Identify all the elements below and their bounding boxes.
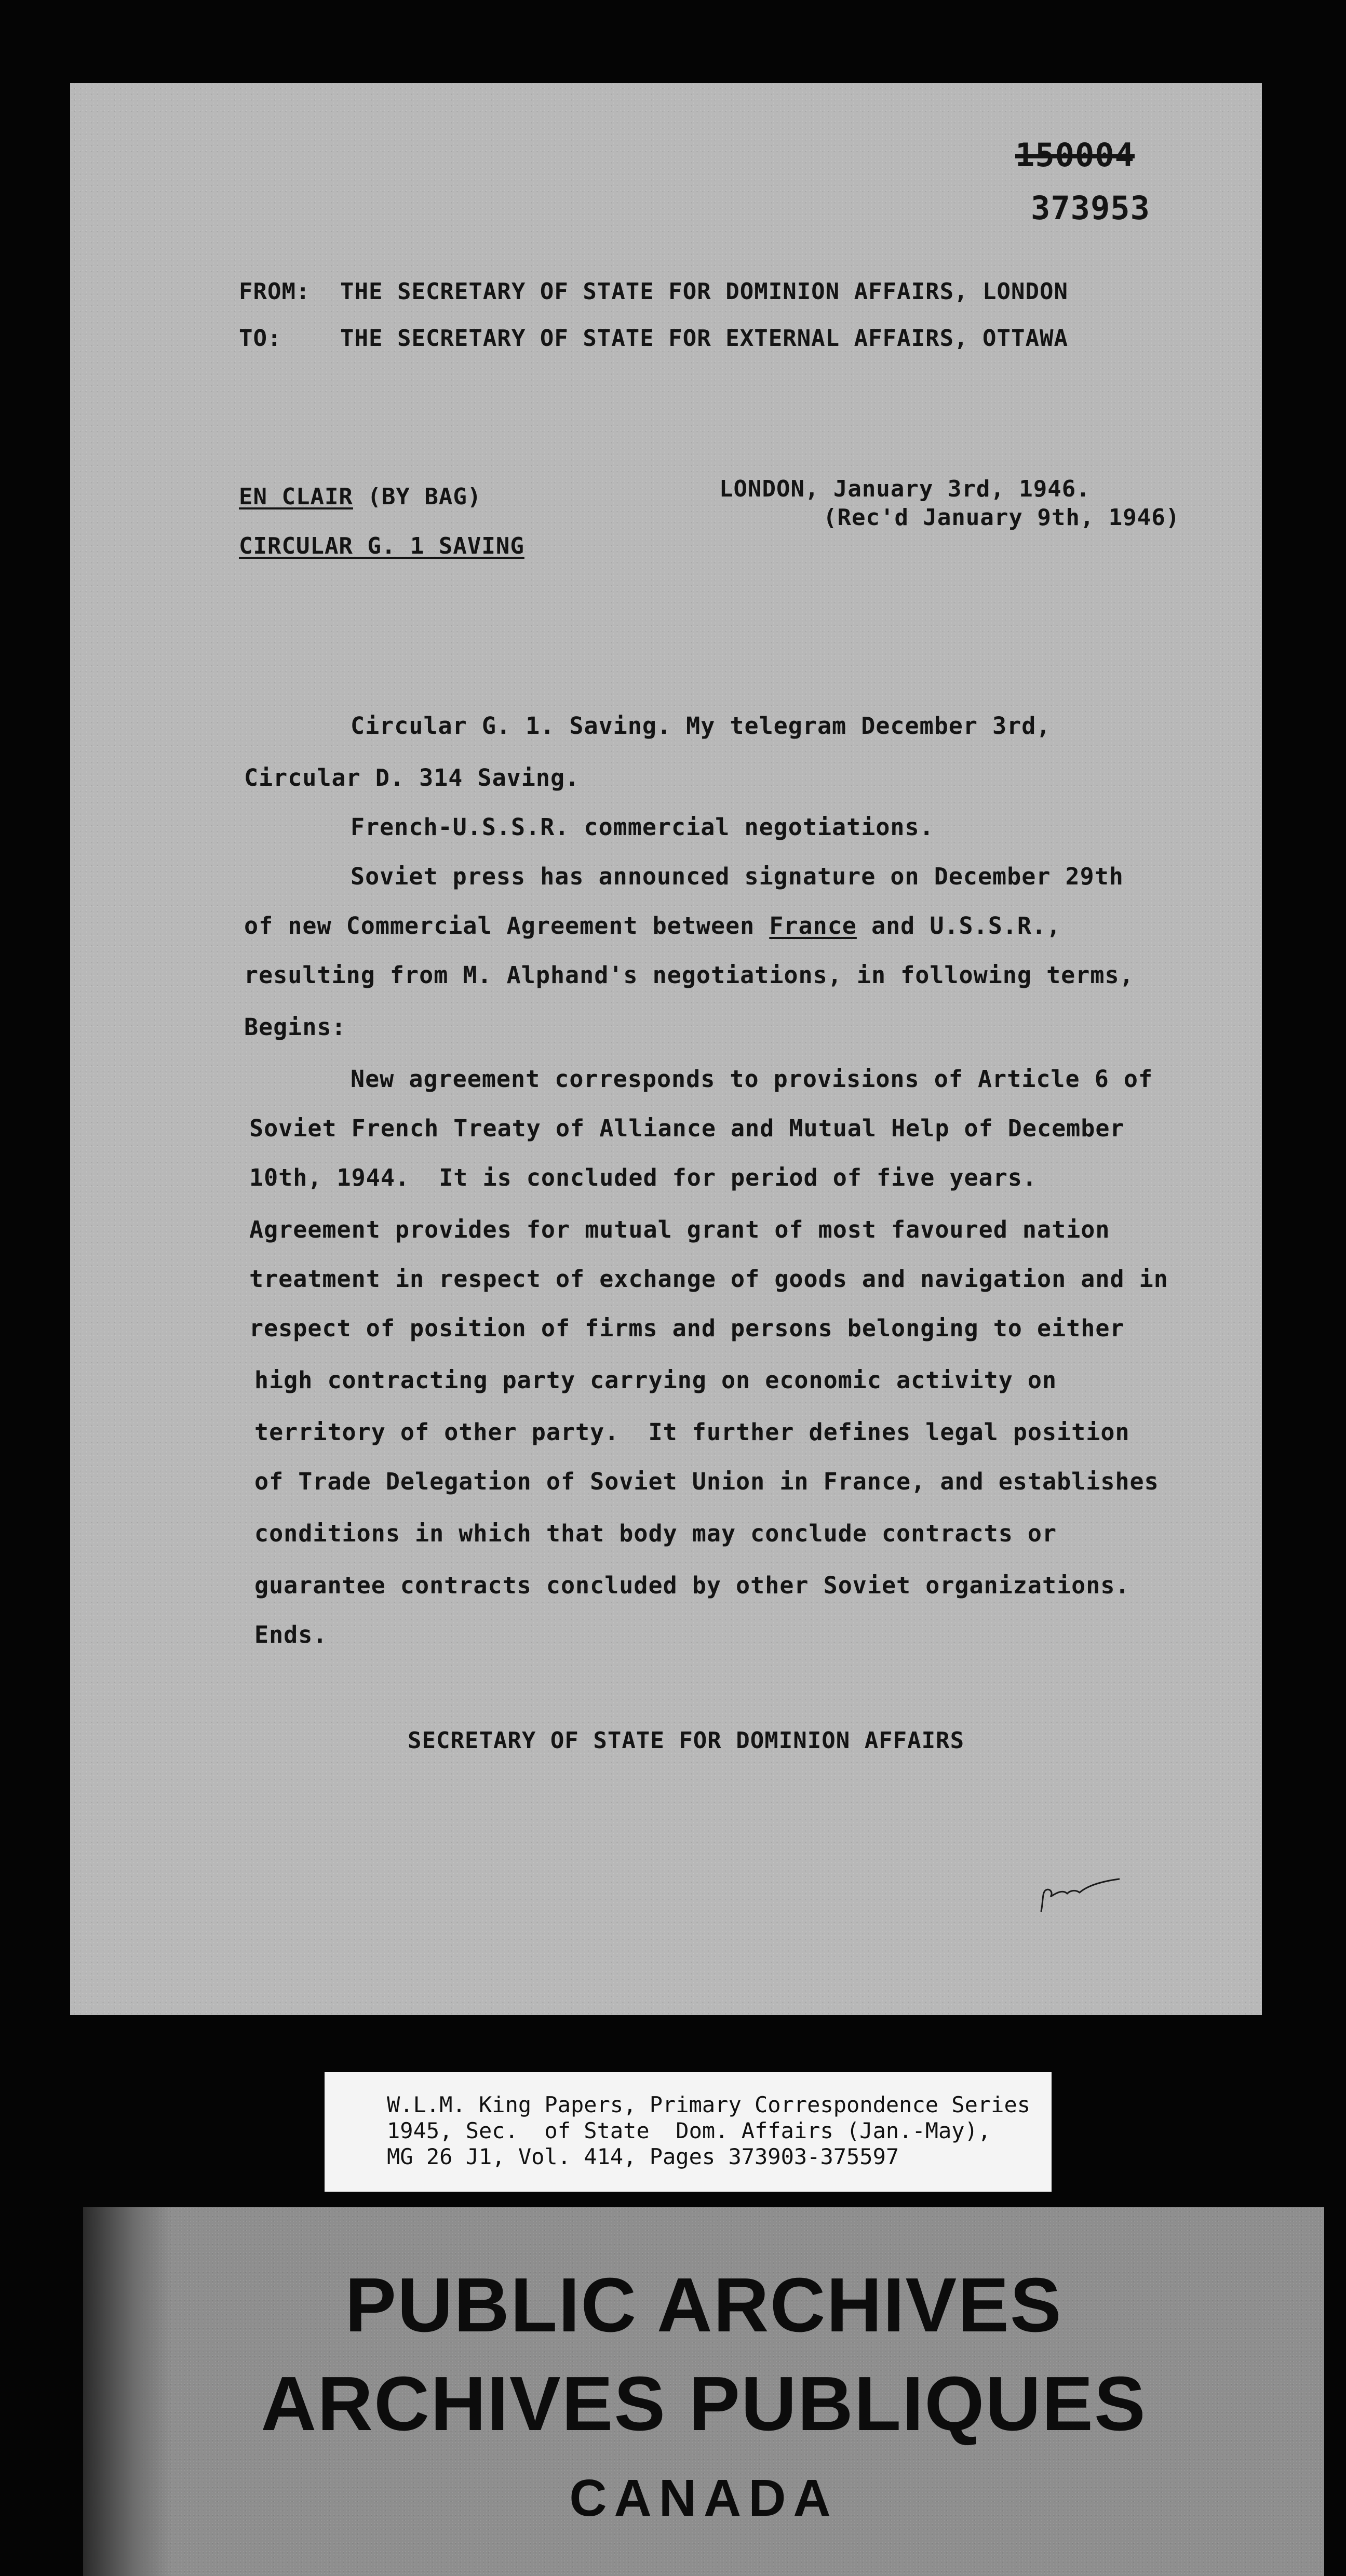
from-text: THE SECRETARY OF STATE FOR DOMINION AFFAIRS, LONDON xyxy=(340,278,1069,305)
body-line-10: 10th, 1944. It is concluded for period of five years. xyxy=(249,1164,1037,1191)
document-number: 373953 xyxy=(1031,189,1150,227)
body-line-4: Soviet press has announced signature on December 29th xyxy=(351,863,1124,890)
body-line-5-end: and U.S.S.R., xyxy=(856,912,1061,940)
body-line-7: Begins: xyxy=(244,1013,346,1041)
body-line-12: treatment in respect of exchange of goods and navigation and in xyxy=(249,1265,1168,1293)
body-line-15: territory of other party. It further defines legal position xyxy=(254,1418,1130,1446)
body-line-9: Soviet French Treaty of Alliance and Mutual Help of December xyxy=(249,1115,1125,1142)
from-label: FROM: xyxy=(239,278,311,305)
to-label: TO: xyxy=(239,325,282,352)
stamp-line-archives-publiques: ARCHIVES PUBLIQUES xyxy=(261,2361,1147,2447)
transmission-mode xyxy=(239,486,481,508)
body-line-13: respect of position of firms and persons belonging to either xyxy=(249,1314,1125,1342)
en-clair-label: EN CLAIR xyxy=(239,484,353,510)
body-line-8: New agreement corresponds to provisions of Article 6 of xyxy=(351,1065,1153,1093)
stamp-line-canada: CANADA xyxy=(569,2469,838,2527)
date-line: LONDON, January 3rd, 1946. xyxy=(719,476,1091,502)
underlined-france: France xyxy=(769,912,857,940)
struck-document-number: 150004 xyxy=(1015,136,1135,174)
body-line-2: Circular D. 314 Saving. xyxy=(244,764,580,791)
archive-label-line-1: W.L.M. King Papers, Primary Correspondence Series xyxy=(387,2092,1031,2117)
by-bag-label: (BY BAG) xyxy=(353,484,482,510)
body-line-16: of Trade Delegation of Soviet Union in France, and establishes xyxy=(254,1468,1159,1495)
archive-label-line-3: MG 26 J1, Vol. 414, Pages 373903-375597 xyxy=(387,2144,899,2169)
handwritten-initials xyxy=(1036,1870,1124,1916)
body-line-5 xyxy=(244,912,1061,940)
received-line: (Rec'd January 9th, 1946) xyxy=(823,504,1180,531)
to-text: THE SECRETARY OF STATE FOR EXTERNAL AFFAIRS, OTTAWA xyxy=(340,325,1069,352)
archive-reference-label xyxy=(325,2072,1052,2192)
circular-reference: CIRCULAR G. 1 SAVING xyxy=(239,533,524,559)
body-line-6: resulting from M. Alphand's negotiations, in following terms, xyxy=(244,961,1134,989)
body-line-3: French-U.S.S.R. commercial negotiations. xyxy=(351,813,934,841)
document-page xyxy=(70,83,1262,2015)
stamp-line-public-archives: PUBLIC ARCHIVES xyxy=(345,2262,1062,2348)
body-line-1: Circular G. 1. Saving. My telegram December 3rd, xyxy=(351,712,1051,740)
archives-stamp xyxy=(83,2207,1324,2576)
body-line-17: conditions in which that body may conclude contracts or xyxy=(254,1520,1057,1547)
body-line-11: Agreement provides for mutual grant of most favoured nation xyxy=(249,1216,1110,1243)
signature-block: SECRETARY OF STATE FOR DOMINION AFFAIRS xyxy=(408,1727,965,1754)
archive-label-line-2: 1945, Sec. of State Dom. Affairs (Jan.-May), xyxy=(387,2118,991,2143)
body-line-18: guarantee contracts concluded by other Soviet organizations. xyxy=(254,1572,1130,1599)
body-line-5-start: of new Commercial Agreement between xyxy=(244,912,770,940)
body-line-14: high contracting party carrying on economic activity on xyxy=(254,1366,1057,1394)
stamp-shadow-edge xyxy=(83,2207,171,2576)
body-line-19: Ends. xyxy=(254,1621,328,1648)
